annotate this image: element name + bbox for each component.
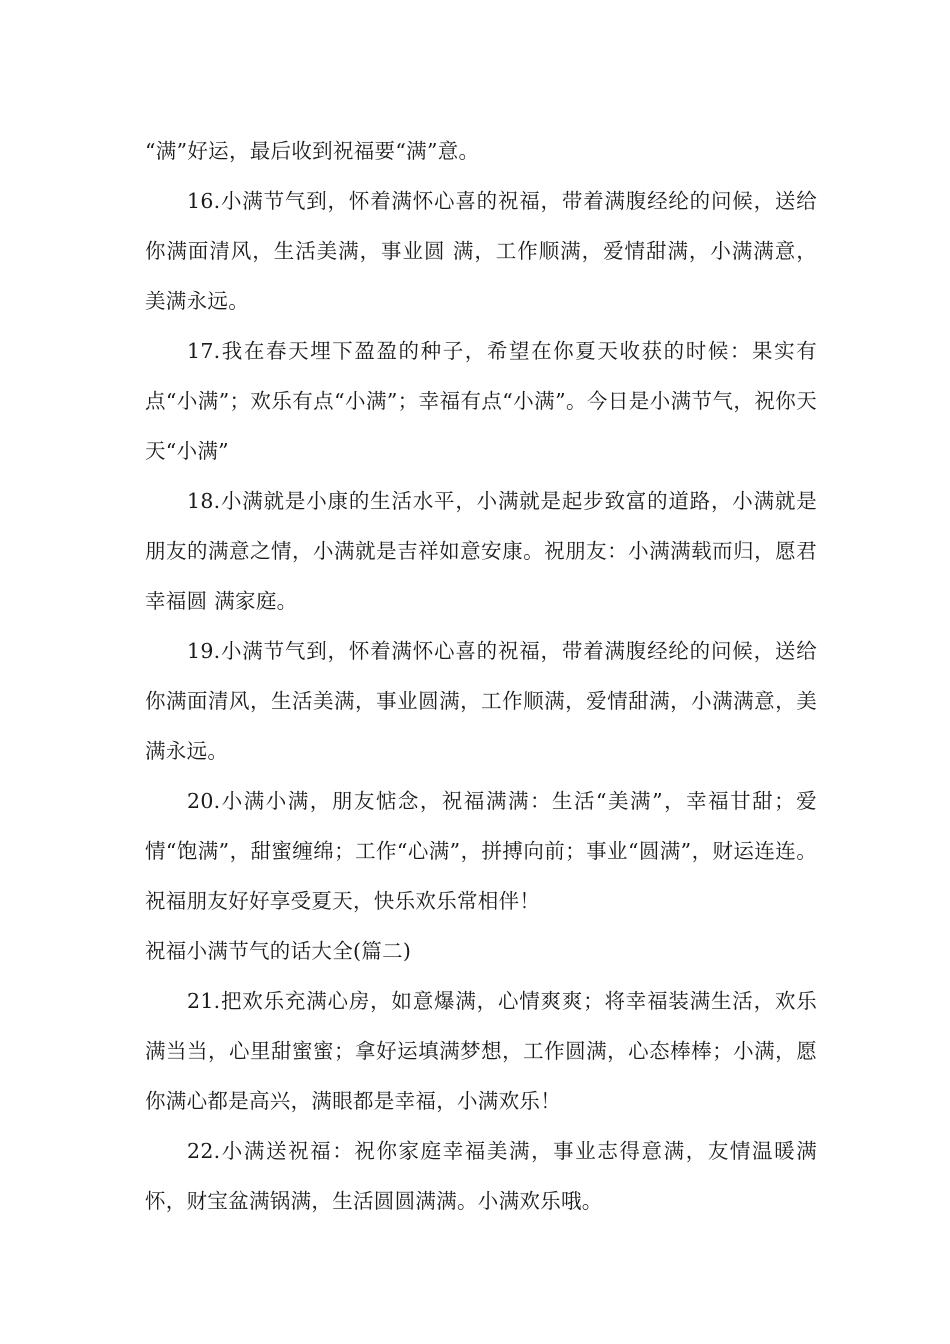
paragraph-item-16: 16.小满节气到，怀着满怀心喜的祝福，带着满腹经纶的问候，送给你满面清风，生活美满，事业圆 满，工作顺满，爱情甜满，小满满意，美满永远。 [145,189,817,313]
paragraph-item-20: 20.小满小满，朋友惦念，祝福满满：生活“美满”，幸福甘甜；爱情“饱满”，甜蜜缠绵；工作“心满”，拼搏向前；事业“圆满”，财运连连。祝福朋友好好享受夏天，快乐欢乐常相伴！ [145,789,817,913]
paragraph-item-22: 22.小满送祝福：祝你家庭幸福美满，事业志得意满，友情温暖满怀，财宝盆满锅满，生活圆圆满满。小满欢乐哦。 [145,1139,817,1213]
paragraph-item-18: 18.小满就是小康的生活水平，小满就是起步致富的道路，小满就是朋友的满意之情，小满就是吉祥如意安康。祝朋友：小满满载而归，愿君幸福圆 满家庭。 [145,489,817,613]
paragraph-item-17: 17.我在春天埋下盈盈的种子，希望在你夏天收获的时候：果实有点“小满”；欢乐有点“小满”；幸福有点“小满”。今日是小满节气，祝你天天“小满” [145,339,817,463]
paragraph-item-21: 21.把欢乐充满心房，如意爆满，心情爽爽；将幸福装满生活，欢乐满当当，心里甜蜜蜜；拿好运填满梦想，工作圆满，心态棒棒；小满，愿你满心都是高兴，满眼都是幸福，小满欢乐！ [145,989,817,1113]
paragraph-item-19: 19.小满节气到，怀着满怀心喜的祝福，带着满腹经纶的问候，送给你满面清风，生活美满，事业圆满，工作顺满，爱情甜满，小满满意，美满永远。 [145,639,817,763]
section-heading: 祝福小满节气的话大全(篇二) [145,939,412,963]
paragraph-continuation: “满”好运，最后收到祝福要“满”意。 [145,139,480,163]
document-body [145,126,817,1226]
